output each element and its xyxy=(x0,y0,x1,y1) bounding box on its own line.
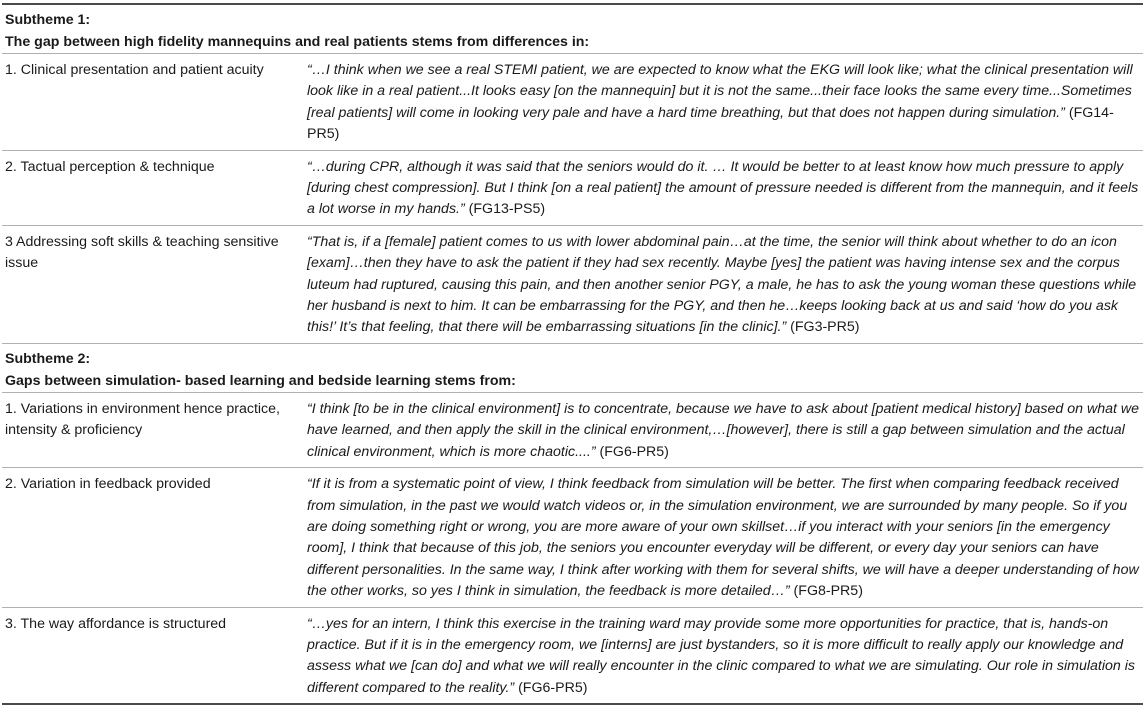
participant-code: (FG6-PR5) xyxy=(514,679,588,696)
participant-code: (FG3-PR5) xyxy=(786,319,860,336)
table-row xyxy=(2,53,1143,150)
quote-text: “I think [to be in the clinical environment] is to concentrate, because we have to ask about [patient medical history] based on what we have learned, and then apply the skill in the clinical environment,…[however], there is still a gap between simulation and the actual clinical environment, which is more chaotic....” xyxy=(307,400,1140,460)
category-cell: 2. Tactual perception & technique xyxy=(5,158,215,175)
participant-code: (FG13-PS5) xyxy=(464,201,546,218)
quote-cell xyxy=(307,399,1143,463)
themes-table xyxy=(2,0,1143,705)
participant-code: (FG14-PR5) xyxy=(307,104,1114,143)
quote-text: “…yes for an intern, I think this exercise in the training ward may provide some more opportunities for practice, that is, hands-on practice. But if it is in the emergency room, we [interns] are just bystanders, so it is more difficult to really apply our knowledge and assess what we [can do] and what we will really encounter in the clinic compared to what we are simulating. Our role in simulation is different compared to the reality.” xyxy=(307,615,1135,696)
category-cell: 1. Variations in environment hence practice, intensity & proficiency xyxy=(5,400,280,439)
category-cell: 3 Addressing soft skills & teaching sensitive issue xyxy=(5,233,279,272)
table-row xyxy=(2,467,1143,606)
participant-code: (FG8-PR5) xyxy=(789,583,863,600)
subtheme-1-label: Subtheme 1: xyxy=(5,12,91,28)
category-cell: 3. The way affordance is structured xyxy=(5,615,227,632)
quote-cell xyxy=(307,474,1143,602)
quote-cell xyxy=(307,232,1143,339)
quote-cell xyxy=(307,60,1143,146)
table-row xyxy=(2,607,1143,704)
category-cell: 2. Variation in feedback provided xyxy=(5,476,211,493)
subtheme-1-heading: The gap between high fidelity mannequins and real patients stems from differences in: xyxy=(5,34,590,50)
subtheme-2-heading: Gaps between simulation- based learning and bedside learning stems from: xyxy=(5,372,516,389)
quote-text: “That is, if a [female] patient comes to us with lower abdominal pain…at the time, the senior will think about whether to do an icon [exam]…then they have to ask the patient if they had sex recently. Maybe [yes] the patient was having intense sex and the corpus luteum had ruptured, causing this pain, and then another senior PGY, a male, he has to ask the young woman these questions while her husband is next to him. It can be embarrassing for the PGY, and then he…keeps looking back at us and said ‘how do you ask this!’ It’s that feeling, that there will be embarrassing situations [in the clinic].” xyxy=(307,233,1137,336)
quote-cell xyxy=(307,157,1143,221)
subtheme-2-label: Subtheme 2: xyxy=(5,350,91,367)
table-row xyxy=(2,225,1143,343)
quote-text: “…during CPR, although it was said that the seniors would do it. … It would be better to at least know how much pressure to apply [during chest compression]. But I think [on a real patient] the amount of pressure needed is different from the mannequin, and it feels a lot worse in my hands.” xyxy=(307,158,1139,218)
participant-code: (FG6-PR5) xyxy=(595,443,669,460)
table-bottom-rule xyxy=(2,703,1143,705)
quote-cell xyxy=(307,614,1143,700)
quote-text: “…I think when we see a real STEMI patient, we are expected to know what the EKG will look like; what the clinical presentation will look like in a real patient...It looks easy [on the mannequin] but it is not the same...their face looks the same every time...Sometimes [real patients] will come in looking very pale and have a hard time breathing, but that does not happen during simulation.” xyxy=(307,62,1133,121)
table-row xyxy=(2,150,1143,225)
category-cell: 1. Clinical presentation and patient acuity xyxy=(5,62,264,78)
quote-text: “If it is from a systematic point of view, I think feedback from simulation will be better. The first when comparing feedback received from simulation, in the past we would watch videos or, in the simulation environment, we are surrounded by many people. So if you are doing something right or wrong, you are more aware of your own skillset…if you interact with your seniors [in the emergency room], I think that because of this job, the seniors you encounter everyday will be different, or every day your seniors can have different personalities. In the same way, I think after working with them for several shifts, we will have a deeper understanding of how the other works, so yes I think in simulation, the feedback is more detailed…” xyxy=(307,476,1139,600)
table-row xyxy=(2,392,1143,467)
